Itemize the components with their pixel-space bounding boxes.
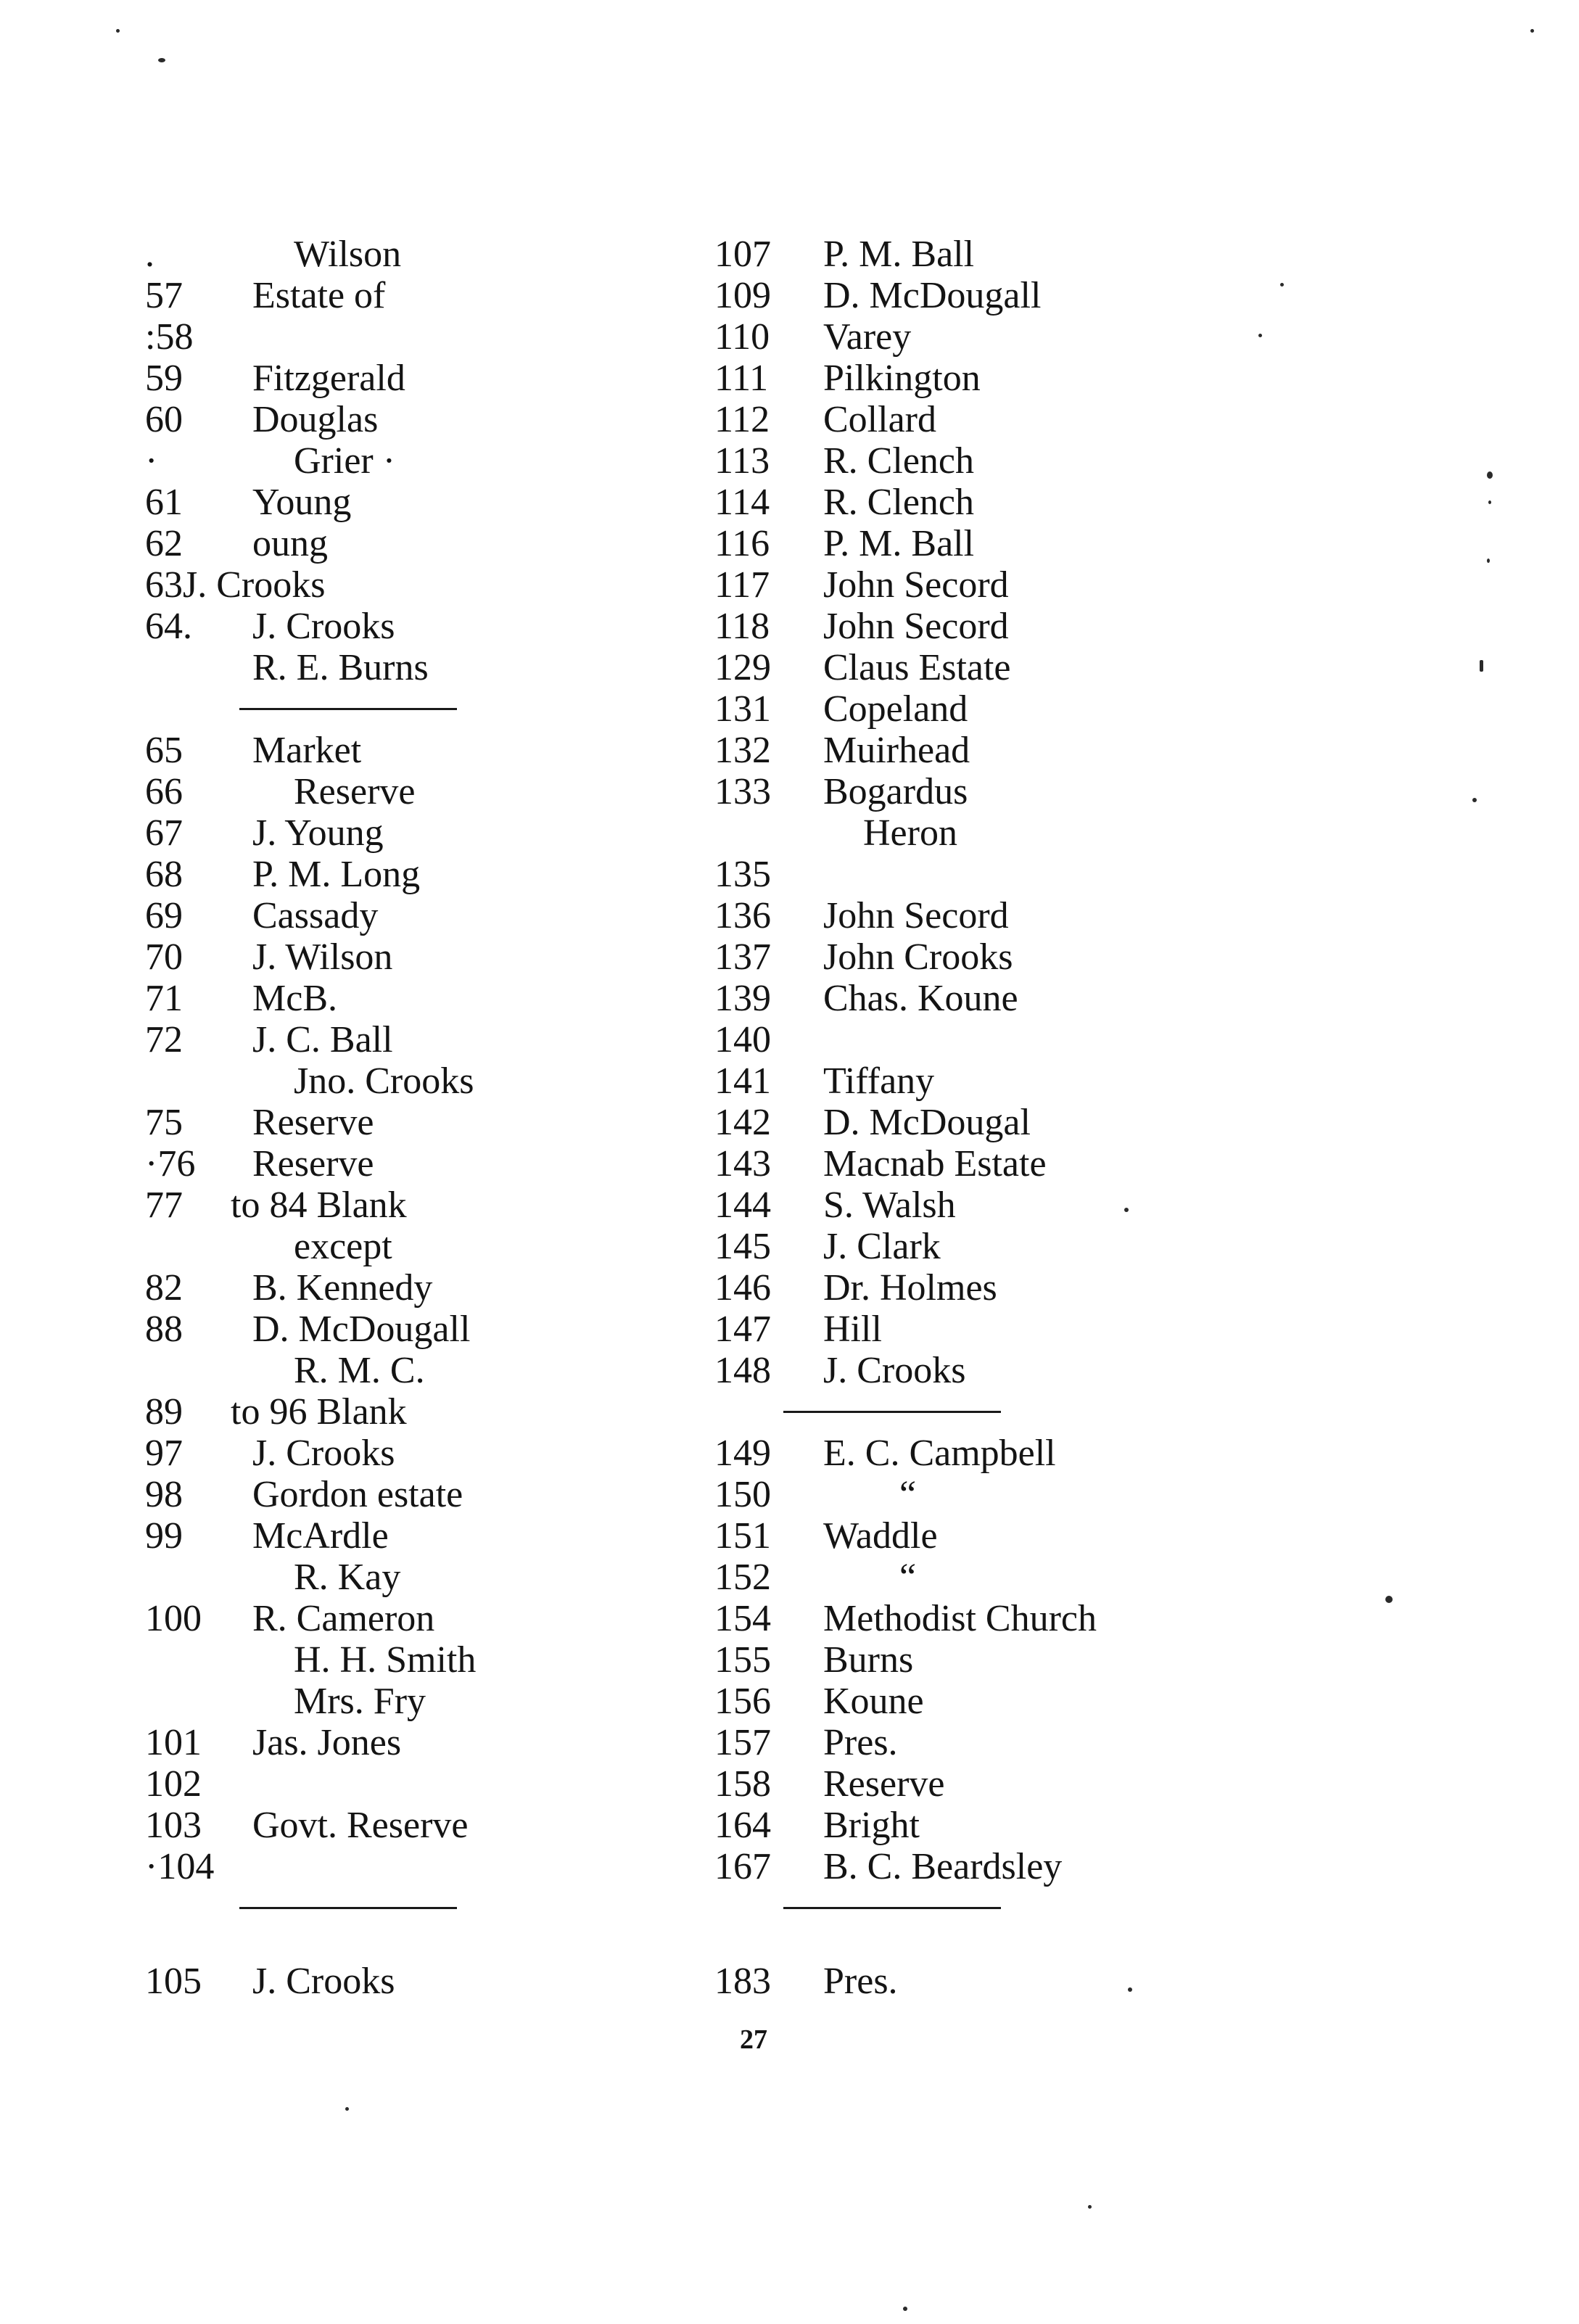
list-item: [145, 1961, 667, 2002]
owner-name: R. Clench: [823, 440, 974, 482]
owner-name: “: [899, 1474, 917, 1515]
list-item: [145, 1433, 667, 1474]
scan-speck: [1258, 334, 1262, 337]
list-item: [145, 1060, 667, 1102]
list-item: [714, 1433, 1440, 1474]
lot-number: 102: [145, 1763, 202, 1805]
lot-number: 88: [145, 1309, 183, 1350]
lot-number: ·: [145, 440, 158, 482]
list-item: [714, 854, 1440, 895]
list-item: [714, 1557, 1440, 1598]
list-item: [145, 440, 667, 482]
list-item: [145, 358, 667, 399]
owner-name: D. McDougall: [252, 1309, 471, 1350]
list-item: [714, 895, 1440, 936]
list-item: [714, 234, 1440, 275]
list-item: [714, 482, 1440, 523]
divider-line: [783, 1411, 1001, 1413]
lot-number: 157: [714, 1722, 771, 1763]
lot-number: 71: [145, 978, 183, 1019]
scan-speck: [1530, 29, 1534, 33]
scan-speck: [116, 29, 120, 33]
list-item: [714, 1226, 1440, 1267]
divider-line: [783, 1907, 1001, 1909]
list-item: [714, 1102, 1440, 1143]
lot-number: 98: [145, 1474, 183, 1515]
owner-name: Macnab Estate: [823, 1143, 1047, 1184]
list-item: [145, 564, 667, 606]
scan-speck: [1385, 1596, 1393, 1603]
lot-number: 77: [145, 1184, 183, 1226]
owner-name: Cassady: [252, 895, 379, 936]
owner-name: Bright: [823, 1805, 920, 1846]
list-item: [145, 1805, 667, 1846]
owner-name: R. Cameron: [252, 1598, 435, 1639]
owner-name: J. Crooks: [252, 1433, 395, 1474]
page-number: 27: [740, 2024, 767, 2055]
list-item: [145, 1681, 667, 1722]
lot-number: 137: [714, 936, 771, 978]
owner-name: Estate of: [252, 275, 386, 316]
lot-number: 112: [714, 399, 770, 440]
owner-name: B. C. Beardsley: [823, 1846, 1063, 1887]
lot-number: 60: [145, 399, 183, 440]
right-column: [714, 234, 1440, 2002]
owner-name: Market: [252, 730, 362, 771]
owner-name: Govt. Reserve: [252, 1805, 469, 1846]
lot-number: 155: [714, 1639, 771, 1681]
list-item: [714, 1805, 1440, 1846]
owner-name: R. Clench: [823, 482, 974, 523]
list-item: [145, 234, 667, 275]
scan-speck: [1280, 283, 1284, 287]
lot-number: 117: [714, 564, 770, 606]
list-item: [145, 854, 667, 895]
owner-name: Reserve: [294, 771, 416, 812]
lot-number: .: [145, 234, 154, 275]
list-item: [145, 523, 667, 564]
lot-number: 147: [714, 1309, 771, 1350]
lot-number: 72: [145, 1019, 183, 1060]
list-item: [714, 1598, 1440, 1639]
owner-name: H. H. Smith: [294, 1639, 477, 1681]
lot-number: 107: [714, 234, 771, 275]
owner-name: Pres.: [823, 1961, 898, 2002]
list-item: [714, 316, 1440, 358]
owner-name: “: [899, 1557, 917, 1598]
lot-number: 100: [145, 1598, 202, 1639]
list-item: [714, 730, 1440, 771]
list-item: [145, 316, 667, 358]
owner-name: Hill: [823, 1309, 882, 1350]
lot-number: 113: [714, 440, 770, 482]
divider-line: [239, 1907, 457, 1909]
list-item: [145, 936, 667, 978]
lot-number: 105: [145, 1961, 202, 2002]
scan-speck: [1472, 798, 1477, 802]
lot-number: 89: [145, 1391, 183, 1433]
list-item: [714, 523, 1440, 564]
list-item: [145, 1391, 667, 1433]
lot-number: 132: [714, 730, 771, 771]
owner-name: John Crooks: [823, 936, 1013, 978]
owner-name: McB.: [252, 978, 337, 1019]
owner-name: P. M. Long: [252, 854, 421, 895]
owner-name: Reserve: [252, 1143, 374, 1184]
list-item: [714, 1961, 1440, 2002]
owner-name: Fitzgerald: [252, 358, 405, 399]
owner-name: Pilkington: [823, 358, 981, 399]
lot-number: 75: [145, 1102, 183, 1143]
list-item: [714, 358, 1440, 399]
list-item: [145, 482, 667, 523]
lot-number: 114: [714, 482, 770, 523]
section-rule: [145, 688, 667, 730]
owner-name: J. Wilson: [252, 936, 393, 978]
owner-name: Waddle: [823, 1515, 938, 1557]
owner-name: Heron: [863, 812, 957, 854]
owner-name: E. C. Campbell: [823, 1433, 1056, 1474]
list-item: [714, 771, 1440, 812]
list-item: [714, 1143, 1440, 1184]
owner-name: P. M. Ball: [823, 523, 975, 564]
list-item: [145, 1019, 667, 1060]
owner-name: P. M. Ball: [823, 234, 975, 275]
list-item: [714, 1309, 1440, 1350]
list-item: [714, 1350, 1440, 1391]
list-item: [145, 606, 667, 647]
list-item: [714, 978, 1440, 1019]
owner-name: J. C. Ball: [252, 1019, 393, 1060]
owner-name: D. McDougal: [823, 1102, 1031, 1143]
owner-name: McArdle: [252, 1515, 389, 1557]
lot-number: 62: [145, 523, 183, 564]
owner-name: except: [294, 1226, 392, 1267]
scan-speck: [1487, 559, 1490, 563]
owner-name: Pres.: [823, 1722, 898, 1763]
list-item: [714, 1019, 1440, 1060]
lot-number: 158: [714, 1763, 771, 1805]
lot-number: 68: [145, 854, 183, 895]
lot-number: 66: [145, 771, 183, 812]
lot-number: 97: [145, 1433, 183, 1474]
owner-name: Douglas: [252, 399, 379, 440]
lot-number: 116: [714, 523, 770, 564]
lot-number: 139: [714, 978, 771, 1019]
list-item: [145, 1474, 667, 1515]
list-item: [145, 1350, 667, 1391]
owner-name: Young: [252, 482, 352, 523]
lot-number: 101: [145, 1722, 202, 1763]
lot-number: 61: [145, 482, 183, 523]
list-item: [145, 1515, 667, 1557]
list-item: [714, 1184, 1440, 1226]
section-rule: [714, 1887, 1440, 1929]
owner-name: Koune: [823, 1681, 924, 1722]
list-item: [714, 399, 1440, 440]
list-item: [145, 1557, 667, 1598]
owner-name: Gordon estate: [252, 1474, 463, 1515]
lot-number: 142: [714, 1102, 771, 1143]
owner-name: Bogardus: [823, 771, 968, 812]
lot-number: 110: [714, 316, 770, 358]
list-item: [145, 1639, 667, 1681]
lot-number: 133: [714, 771, 771, 812]
left-column: [145, 234, 667, 2002]
list-item: [714, 1722, 1440, 1763]
list-item: [145, 1598, 667, 1639]
owner-name: to 84 Blank: [231, 1184, 407, 1226]
owner-name: John Secord: [823, 564, 1009, 606]
owner-name: Wilson: [294, 234, 402, 275]
scan-speck: [1480, 660, 1483, 672]
list-item: [714, 1639, 1440, 1681]
lot-number: 99: [145, 1515, 183, 1557]
list-item: [145, 978, 667, 1019]
lot-number: 164: [714, 1805, 771, 1846]
list-item: [714, 440, 1440, 482]
lot-number: 67: [145, 812, 183, 854]
lot-number: 149: [714, 1433, 771, 1474]
list-item: [714, 812, 1440, 854]
divider-line: [239, 708, 457, 710]
list-item: [145, 1763, 667, 1805]
owner-name: Chas. Koune: [823, 978, 1018, 1019]
list-item: [145, 1184, 667, 1226]
lot-number: 59: [145, 358, 183, 399]
list-item: [145, 812, 667, 854]
lot-number: 82: [145, 1267, 183, 1309]
owner-name: B. Kennedy: [252, 1267, 433, 1309]
owner-name: Claus Estate: [823, 647, 1011, 688]
list-item: [145, 895, 667, 936]
list-item: [714, 936, 1440, 978]
owner-name: J. Young: [252, 812, 384, 854]
list-item: [714, 606, 1440, 647]
owner-name: J. Crooks: [252, 1961, 395, 2002]
lot-number: 65: [145, 730, 183, 771]
scan-speck: [1488, 500, 1491, 504]
lot-number: 146: [714, 1267, 771, 1309]
lot-number: ·104: [145, 1846, 215, 1887]
scan-speck: [903, 2307, 907, 2311]
list-item: [714, 1681, 1440, 1722]
list-item: [145, 1309, 667, 1350]
lot-number: 118: [714, 606, 770, 647]
list-item: [145, 1143, 667, 1184]
owner-name: R. M. C.: [294, 1350, 425, 1391]
owner-name: J. Clark: [823, 1226, 941, 1267]
owner-name: Varey: [823, 316, 912, 358]
lot-number: 70: [145, 936, 183, 978]
list-item: [714, 688, 1440, 730]
lot-number: 57: [145, 275, 183, 316]
owner-name: D. McDougall: [823, 275, 1042, 316]
list-item: [145, 399, 667, 440]
lot-number: 143: [714, 1143, 771, 1184]
list-item: [714, 1267, 1440, 1309]
owner-name: Grier ·: [294, 440, 396, 482]
list-item: [714, 1846, 1440, 1887]
owner-name: Reserve: [823, 1763, 945, 1805]
lot-number: 69: [145, 895, 183, 936]
lot-number: 141: [714, 1060, 771, 1102]
scan-speck: [1128, 1987, 1132, 1992]
owner-name: John Secord: [823, 606, 1009, 647]
list-item: [145, 1846, 667, 1887]
owner-name: S. Walsh: [823, 1184, 956, 1226]
lot-number: 109: [714, 275, 771, 316]
lot-number: 63J. Crooks: [145, 564, 326, 606]
lot-number: 183: [714, 1961, 771, 2002]
lot-number: 145: [714, 1226, 771, 1267]
spacer: [714, 1929, 1440, 1961]
list-item: [714, 647, 1440, 688]
lot-number: 135: [714, 854, 771, 895]
owner-name: R. E. Burns: [252, 647, 429, 688]
owner-name: oung: [252, 523, 328, 564]
lot-number: 103: [145, 1805, 202, 1846]
owner-name: John Secord: [823, 895, 1009, 936]
list-item: [145, 1722, 667, 1763]
lot-number: 167: [714, 1846, 771, 1887]
section-rule: [145, 1887, 667, 1929]
owner-name: R. Kay: [294, 1557, 401, 1598]
scan-speck: [1088, 2205, 1092, 2209]
lot-number: 156: [714, 1681, 771, 1722]
scan-speck: [1487, 471, 1493, 479]
lot-number: 136: [714, 895, 771, 936]
owner-name: Mrs. Fry: [294, 1681, 426, 1722]
lot-number: 64.: [145, 606, 192, 647]
lot-number: 129: [714, 647, 771, 688]
owner-name: Collard: [823, 399, 936, 440]
list-item: [714, 564, 1440, 606]
list-item: [145, 1267, 667, 1309]
owner-name: J. Crooks: [252, 606, 395, 647]
list-item: [145, 1226, 667, 1267]
lot-number: 140: [714, 1019, 771, 1060]
lot-number: 148: [714, 1350, 771, 1391]
lot-number: 111: [714, 358, 769, 399]
owner-name: Reserve: [252, 1102, 374, 1143]
owner-name: J. Crooks: [823, 1350, 966, 1391]
lot-number: 151: [714, 1515, 771, 1557]
list-item: [714, 1763, 1440, 1805]
list-item: [145, 275, 667, 316]
lot-number: 154: [714, 1598, 771, 1639]
owner-name: Burns: [823, 1639, 914, 1681]
lot-number: ·76: [145, 1143, 196, 1184]
lot-number: :58: [145, 316, 194, 358]
lot-number: 144: [714, 1184, 771, 1226]
spacer: [145, 1929, 667, 1961]
owner-name: Muirhead: [823, 730, 970, 771]
owner-name: Copeland: [823, 688, 968, 730]
list-item: [145, 1102, 667, 1143]
list-item: [145, 730, 667, 771]
owner-name: Jas. Jones: [252, 1722, 402, 1763]
list-item: [714, 1060, 1440, 1102]
owner-name: Dr. Holmes: [823, 1267, 997, 1309]
lot-number: 150: [714, 1474, 771, 1515]
lot-number: 152: [714, 1557, 771, 1598]
owner-name: to 96 Blank: [231, 1391, 407, 1433]
scan-speck: [345, 2107, 349, 2111]
section-rule: [714, 1391, 1440, 1433]
list-item: [714, 1515, 1440, 1557]
list-item: [145, 647, 667, 688]
list-item: [714, 275, 1440, 316]
owner-name: Jno. Crooks: [294, 1060, 474, 1102]
owner-name: Methodist Church: [823, 1598, 1097, 1639]
owner-name: Tiffany: [823, 1060, 935, 1102]
scan-speck: [158, 58, 165, 62]
lot-number: 131: [714, 688, 771, 730]
list-item: [714, 1474, 1440, 1515]
scan-speck: [1124, 1208, 1129, 1212]
list-item: [145, 771, 667, 812]
